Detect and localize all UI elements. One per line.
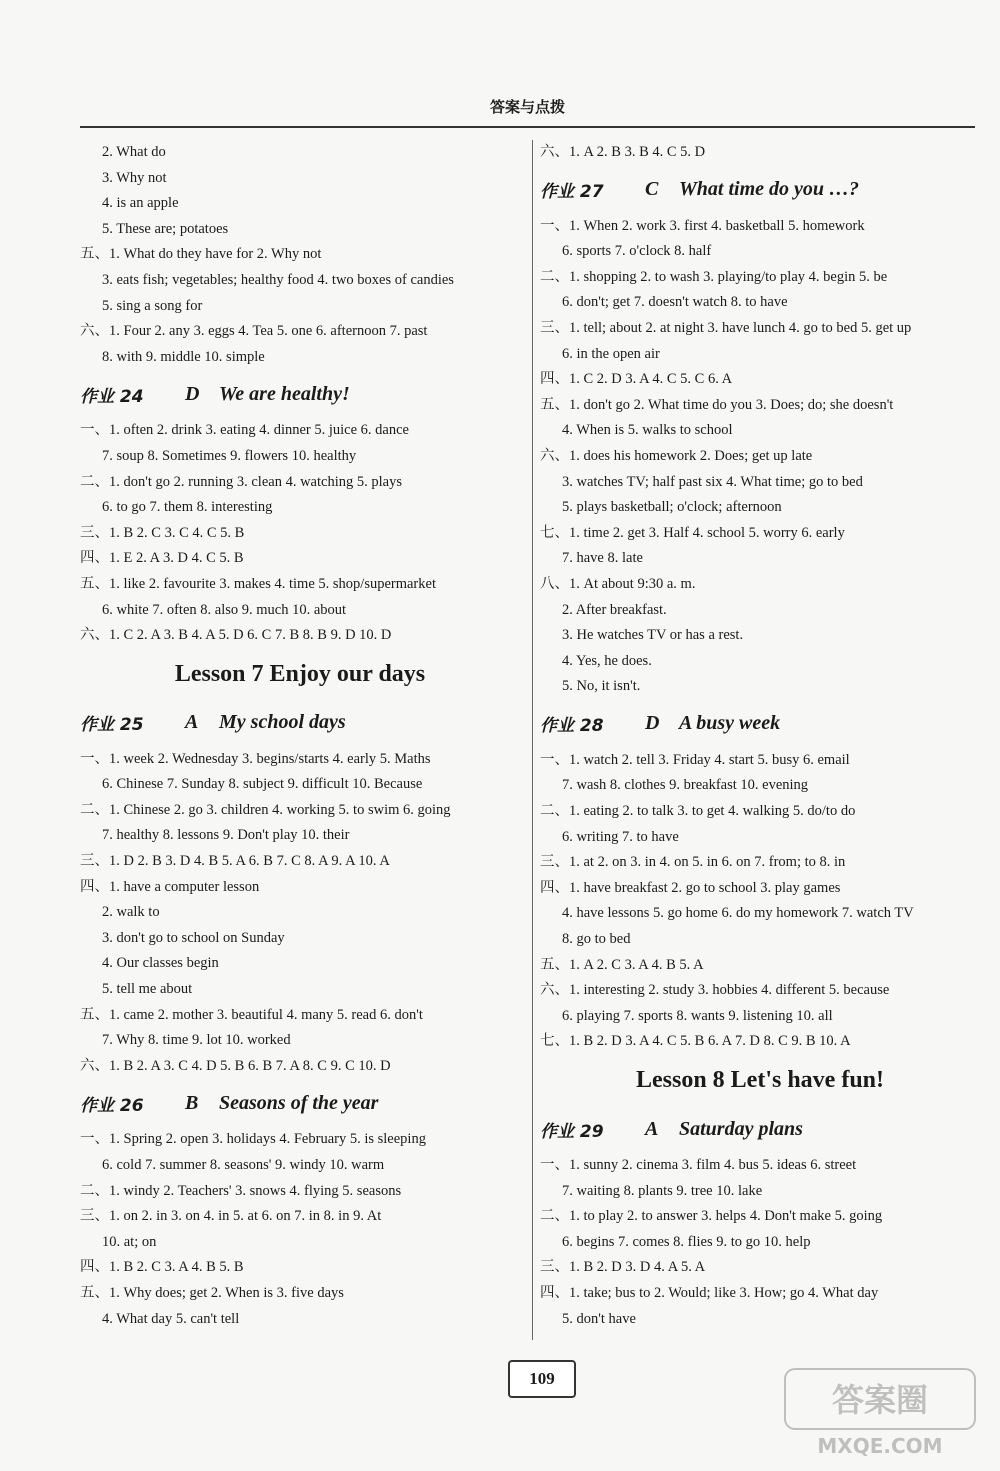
- answer-line: 三、1. B 2. C 3. C 4. C 5. B: [80, 524, 245, 541]
- answer-line: 五、1. don't go 2. What time do you 3. Does; do; she doesn't: [540, 396, 894, 413]
- answer-line: 五、1. came 2. mother 3. beautiful 4. many 5. read 6. don't: [80, 1006, 423, 1023]
- answer-line: 5. plays basketball; o'clock; afternoon: [562, 499, 782, 516]
- answer-line: 三、1. at 2. on 3. in 4. on 5. in 6. on 7. from; to 8. in: [540, 854, 846, 871]
- answer-line: 一、1. week 2. Wednesday 3. begins/starts 4. early 5. Maths: [80, 750, 431, 767]
- answer-line: 7. have 8. late: [562, 550, 643, 567]
- homework-title: Saturday plans: [679, 1117, 803, 1140]
- header-title: 答案与点拨: [489, 98, 565, 116]
- answer-line: 4. Our classes begin: [102, 955, 219, 972]
- answer-line: 六、1. B 2. A 3. C 4. D 5. B 6. B 7. A 8. C 9. C 10. D: [80, 1057, 391, 1074]
- answer-line: 三、1. D 2. B 3. D 4. B 5. A 6. B 7. C 8. A 9. A 10. A: [80, 853, 390, 870]
- answer-line: 三、1. tell; about 2. at night 3. have lunch 4. go to bed 5. get up: [540, 319, 912, 336]
- homework-label: 作业 27: [540, 182, 604, 203]
- answer-line: 7. healthy 8. lessons 9. Don't play 10. their: [102, 827, 350, 844]
- watermark-url: MXQE.COM: [817, 1434, 943, 1458]
- answer-line: 10. at; on: [102, 1233, 157, 1250]
- answer-line: 一、1. Spring 2. open 3. holidays 4. February 5. is sleeping: [80, 1131, 426, 1148]
- answer-line: 四、1. take; bus to 2. Would; like 3. How; go 4. What day: [540, 1284, 879, 1301]
- answer-line: 二、1. windy 2. Teachers' 3. snows 4. flying 5. seasons: [80, 1182, 402, 1199]
- answer-line: 八、1. At about 9:30 a. m.: [540, 575, 696, 592]
- answer-line: 8. with 9. middle 10. simple: [102, 348, 265, 365]
- column-divider: [532, 140, 533, 1340]
- left-column: [80, 140, 520, 1332]
- answer-line: 5. sing a song for: [102, 297, 203, 314]
- homework-label: 作业 28: [540, 716, 604, 737]
- answer-line: 2. What do: [102, 144, 166, 160]
- answer-line: 4. What day 5. can't tell: [102, 1310, 240, 1327]
- answer-line: 四、1. have a computer lesson: [80, 878, 260, 895]
- answer-line: 四、1. E 2. A 3. D 4. C 5. B: [80, 550, 244, 567]
- answer-line: 四、1. C 2. D 3. A 4. C 5. C 6. A: [540, 371, 733, 388]
- answer-line: 6. sports 7. o'clock 8. half: [562, 243, 712, 260]
- answer-line: 二、1. to play 2. to answer 3. helps 4. Don't make 5. going: [540, 1208, 883, 1225]
- answer-line: 5. tell me about: [102, 981, 193, 998]
- answer-line: 五、1. What do they have for 2. Why not: [80, 246, 322, 263]
- answer-line: 3. eats fish; vegetables; healthy food 4. two boxes of candies: [102, 271, 454, 288]
- answer-line: 二、1. eating 2. to talk 3. to get 4. walking 5. do/to do: [540, 803, 856, 820]
- homework-label: 作业 29: [540, 1121, 604, 1142]
- answer-line: 三、1. B 2. D 3. D 4. A 5. A: [540, 1259, 706, 1276]
- answer-line: 五、1. Why does; get 2. When is 3. five days: [80, 1284, 344, 1301]
- answer-line: 六、1. does his homework 2. Does; get up late: [540, 447, 813, 464]
- homework-title: My school days: [219, 711, 346, 734]
- answer-line: 6. cold 7. summer 8. seasons' 9. windy 10. warm: [102, 1157, 385, 1173]
- answer-line: 6. writing 7. to have: [562, 828, 679, 845]
- answer-line: 一、1. often 2. drink 3. eating 4. dinner 5. juice 6. dance: [80, 422, 409, 439]
- homework-title: Seasons of the year: [219, 1091, 379, 1114]
- homework-heading: [540, 700, 980, 748]
- answer-line: 六、1. interesting 2. study 3. hobbies 4. different 5. because: [540, 982, 890, 999]
- answer-line: 一、1. watch 2. tell 3. Friday 4. start 5. busy 6. email: [540, 751, 850, 768]
- answer-line: 二、1. don't go 2. running 3. clean 4. watching 5. plays: [80, 473, 402, 490]
- answer-line: 五、1. A 2. C 3. A 4. B 5. A: [540, 956, 704, 973]
- answer-line: 一、1. When 2. work 3. first 4. basketball 5. homework: [540, 217, 865, 234]
- page-number: 109: [508, 1360, 576, 1398]
- answer-line: 7. waiting 8. plants 9. tree 10. lake: [562, 1182, 763, 1199]
- answer-line: 一、1. sunny 2. cinema 3. film 4. bus 5. ideas 6. street: [540, 1157, 857, 1173]
- answer-line: 二、1. shopping 2. to wash 3. playing/to play 4. begin 5. be: [540, 268, 888, 285]
- right-column: [540, 140, 980, 1332]
- answer-line: 6. begins 7. comes 8. flies 9. to go 10. help: [562, 1233, 811, 1250]
- homework-label: 作业 25: [80, 715, 144, 736]
- homework-label: 作业 26: [80, 1095, 144, 1116]
- answer-line: 3. He watches TV or has a rest.: [562, 627, 744, 644]
- answer-line: 四、1. have breakfast 2. go to school 3. play games: [540, 879, 841, 896]
- watermark-text: 答案圈: [831, 1381, 929, 1419]
- answer-line: 8. go to bed: [562, 931, 631, 948]
- answer-line: 6. don't; get 7. doesn't watch 8. to have: [562, 294, 788, 311]
- answer-line: 6. Chinese 7. Sunday 8. subject 9. difficult 10. Because: [102, 776, 423, 793]
- homework-letter: A: [645, 1117, 659, 1140]
- watermark-logo: [780, 1361, 980, 1461]
- homework-title: A busy week: [679, 712, 781, 735]
- answer-line: 6. in the open air: [562, 345, 660, 362]
- answer-line: 4. Yes, he does.: [562, 652, 652, 669]
- answer-line: 7. wash 8. clothes 9. breakfast 10. evening: [562, 777, 809, 794]
- homework-letter: B: [185, 1091, 199, 1114]
- homework-letter: D: [645, 712, 660, 735]
- homework-letter: D: [185, 382, 200, 405]
- homework-letter: A: [185, 711, 199, 734]
- answer-line: 2. After breakfast.: [562, 601, 667, 618]
- answer-line: 五、1. like 2. favourite 3. makes 4. time 5. shop/supermarket: [80, 575, 436, 592]
- answer-line: 三、1. on 2. in 3. on 4. in 5. at 6. on 7. in 8. in 9. At: [80, 1208, 382, 1225]
- homework-heading: [80, 370, 520, 418]
- answer-line: 七、1. time 2. get 3. Half 4. school 5. worry 6. early: [540, 524, 845, 541]
- homework-title: We are healthy!: [219, 382, 350, 405]
- answer-line: 5. These are; potatoes: [102, 220, 229, 237]
- lesson-heading: Lesson 8 Let's have fun!: [635, 1067, 885, 1093]
- homework-label: 作业 24: [80, 386, 144, 407]
- answer-line: 六、1. Four 2. any 3. eggs 4. Tea 5. one 6. afternoon 7. past: [80, 323, 428, 340]
- homework-heading: [80, 699, 520, 747]
- answer-line: 六、1. C 2. A 3. B 4. A 5. D 6. C 7. B 8. B 9. D 10. D: [80, 627, 392, 644]
- homework-heading: [540, 166, 980, 214]
- answer-line: 3. don't go to school on Sunday: [102, 929, 285, 946]
- lesson-heading: Lesson 7 Enjoy our days: [174, 660, 426, 687]
- answer-line: 二、1. Chinese 2. go 3. children 4. working 5. to swim 6. going: [80, 801, 451, 818]
- homework-letter: C: [645, 178, 659, 201]
- answer-line: 7. soup 8. Sometimes 9. flowers 10. healthy: [102, 447, 357, 464]
- answer-line: 七、1. B 2. D 3. A 4. C 5. B 6. A 7. D 8. C 9. B 10. A: [540, 1033, 851, 1050]
- homework-title: What time do you …?: [679, 178, 860, 201]
- page-header: [80, 96, 975, 128]
- answer-line: 4. When is 5. walks to school: [562, 422, 733, 439]
- homework-heading: [540, 1105, 980, 1153]
- answer-line: 5. don't have: [562, 1310, 636, 1327]
- answer-line: 6. to go 7. them 8. interesting: [102, 499, 273, 516]
- answer-line: 6. playing 7. sports 8. wants 9. listening 10. all: [562, 1007, 833, 1024]
- answer-line: 6. white 7. often 8. also 9. much 10. about: [102, 601, 347, 618]
- answer-line: 四、1. B 2. C 3. A 4. B 5. B: [80, 1259, 244, 1276]
- answer-line: 4. have lessons 5. go home 6. do my homework 7. watch TV: [562, 905, 914, 922]
- homework-heading: [80, 1079, 520, 1127]
- answer-line: 7. Why 8. time 9. lot 10. worked: [102, 1032, 291, 1049]
- answer-line: 4. is an apple: [102, 195, 179, 212]
- answer-line: 3. watches TV; half past six 4. What time; go to bed: [562, 473, 863, 490]
- answer-line: 六、1. A 2. B 3. B 4. C 5. D: [540, 144, 706, 160]
- answer-line: 5. No, it isn't.: [562, 678, 641, 695]
- answer-line: 2. walk to: [102, 904, 160, 921]
- answer-line: 3. Why not: [102, 169, 167, 186]
